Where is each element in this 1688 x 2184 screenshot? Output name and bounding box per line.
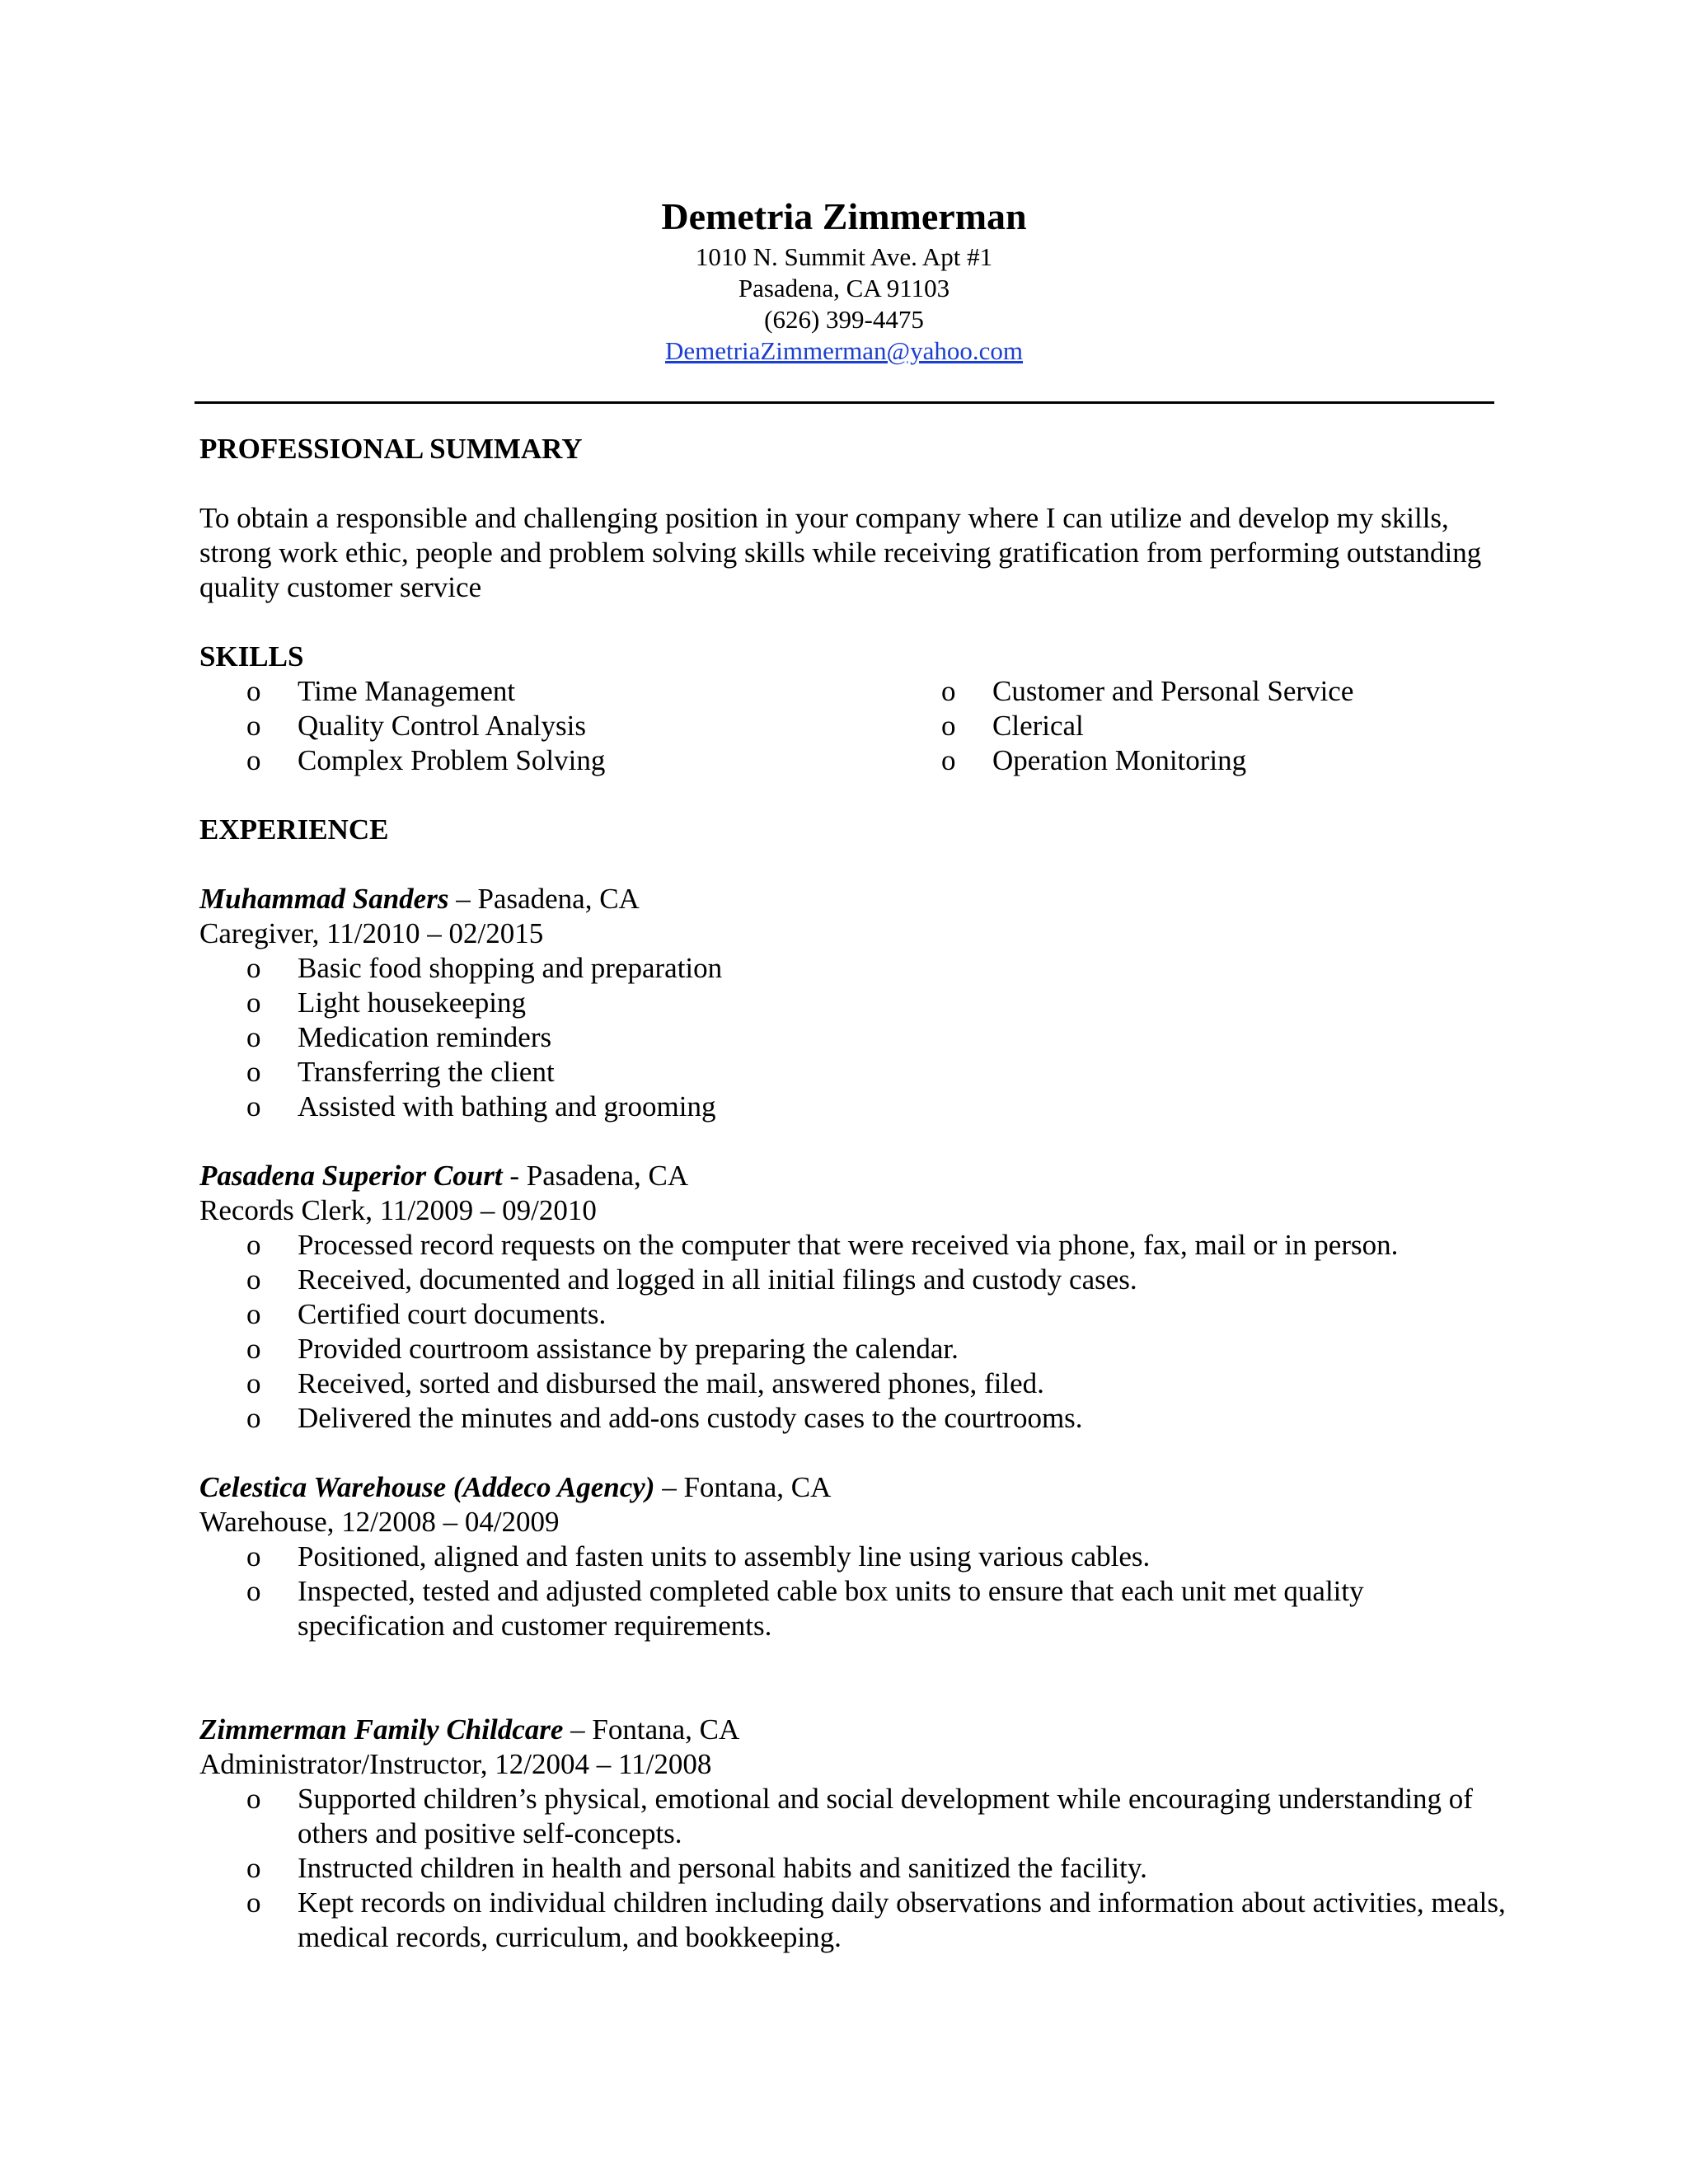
skills-title: SKILLS — [199, 640, 304, 673]
skills-right-column — [894, 674, 1471, 778]
employer-location: - Pasadena, CA — [502, 1160, 689, 1192]
job-role: Warehouse, 12/2008 – 04/2009 — [199, 1506, 560, 1538]
duty-item: o Certified court documents. — [199, 1297, 1518, 1332]
bullet-marker: o — [246, 1229, 261, 1261]
resume-body — [199, 432, 1518, 1955]
bullet-marker: o — [246, 1021, 261, 1053]
bullet-marker: o — [941, 675, 956, 707]
bullet-marker: o — [246, 1367, 261, 1399]
bullet-marker: o — [246, 675, 261, 707]
employer-name: Muhammad Sanders — [199, 883, 449, 915]
bullet-marker: o — [246, 987, 261, 1019]
duty-item: o Processed record requests on the computer that were received via phone, fax, mail or in person. — [199, 1228, 1518, 1263]
bullet-marker: o — [246, 1333, 261, 1365]
bullet-marker: o — [246, 1298, 261, 1330]
skills-left-column — [199, 674, 894, 778]
employer-name: Zimmerman Family Childcare — [199, 1713, 564, 1746]
bullet-marker: o — [246, 1540, 261, 1572]
experience-title: EXPERIENCE — [199, 813, 389, 846]
duty-item: o Assisted with bathing and grooming — [199, 1090, 1518, 1124]
job-entry — [199, 1159, 1518, 1436]
email-link[interactable]: DemetriaZimmerman@yahoo.com — [665, 336, 1023, 365]
employer-location: – Fontana, CA — [563, 1713, 740, 1746]
job-role: Administrator/Instructor, 12/2004 – 11/2008 — [199, 1748, 712, 1780]
duty-item: o Transferring the client — [199, 1055, 1518, 1090]
summary-text: To obtain a responsible and challenging position in your company where I can utilize and develop my skills, strong work ethic, people and problem solving skills while receiving gratification from performing outstanding quality customer service — [199, 502, 1482, 603]
bullet-marker: o — [246, 710, 261, 742]
employer-line — [199, 1159, 1518, 1193]
duty-item: o Medication reminders — [199, 1020, 1518, 1055]
bullet-marker: o — [246, 1783, 261, 1815]
duty-item: o Basic food shopping and preparation — [199, 951, 1518, 986]
header-divider — [195, 401, 1494, 404]
skill-item: o Customer and Personal Service — [894, 674, 1471, 709]
job-duties — [199, 1782, 1518, 1955]
bullet-marker: o — [246, 1852, 261, 1884]
phone-number: (626) 399-4475 — [764, 305, 924, 334]
bullet-marker: o — [246, 1886, 261, 1919]
candidate-name: Demetria Zimmerman — [661, 195, 1027, 237]
employer-location: – Pasadena, CA — [448, 883, 640, 915]
job-entry — [199, 1713, 1518, 1955]
employer-name: Pasadena Superior Court — [199, 1160, 503, 1192]
duty-item: o Received, documented and logged in all initial filings and custody cases. — [199, 1263, 1518, 1297]
duty-item: o Positioned, aligned and fasten units to assembly line using various cables. — [199, 1540, 1518, 1574]
job-duties — [199, 951, 1518, 1124]
employer-line — [199, 1713, 1518, 1747]
resume-header — [0, 192, 1688, 367]
bullet-marker: o — [246, 1056, 261, 1088]
employer-line — [199, 1470, 1518, 1505]
duty-item: o Supported children’s physical, emotional and social development while encouraging understanding of others and positive self-concepts. — [199, 1782, 1518, 1851]
bullet-marker: o — [941, 710, 956, 742]
duty-item: o Kept records on individual children including daily observations and information about activities, meals, medical records, curriculum, and bookkeeping. — [199, 1886, 1518, 1955]
duty-item: o Received, sorted and disbursed the mail, answered phones, filed. — [199, 1366, 1518, 1401]
job-entry — [199, 1470, 1518, 1643]
bullet-marker: o — [941, 744, 956, 776]
employer-location: – Fontana, CA — [654, 1471, 832, 1503]
duty-item: o Instructed children in health and personal habits and sanitized the facility. — [199, 1851, 1518, 1886]
address-line-1: 1010 N. Summit Ave. Apt #1 — [695, 242, 993, 271]
job-entry — [199, 882, 1518, 1124]
skill-item: o Clerical — [894, 709, 1471, 743]
bullet-marker: o — [246, 952, 261, 984]
bullet-marker: o — [246, 744, 261, 776]
bullet-marker: o — [246, 1575, 261, 1607]
skill-item: o Time Management — [199, 674, 894, 709]
skill-item: o Complex Problem Solving — [199, 743, 894, 778]
bullet-marker: o — [246, 1263, 261, 1296]
job-role: Records Clerk, 11/2009 – 09/2010 — [199, 1194, 597, 1226]
bullet-marker: o — [246, 1090, 261, 1122]
job-duties — [199, 1540, 1518, 1643]
skill-item: o Quality Control Analysis — [199, 709, 894, 743]
duty-item: o Light housekeeping — [199, 986, 1518, 1020]
address-line-2: Pasadena, CA 91103 — [738, 274, 950, 302]
skills-grid — [199, 674, 1518, 778]
skill-item: o Operation Monitoring — [894, 743, 1471, 778]
duty-item: o Inspected, tested and adjusted completed cable box units to ensure that each unit met quality specification and customer requirements. — [199, 1574, 1518, 1643]
bullet-marker: o — [246, 1402, 261, 1434]
duty-item: o Delivered the minutes and add-ons custody cases to the courtrooms. — [199, 1401, 1518, 1436]
job-duties — [199, 1228, 1518, 1436]
duty-item: o Provided courtroom assistance by preparing the calendar. — [199, 1332, 1518, 1366]
employer-name: Celestica Warehouse (Addeco Agency) — [199, 1471, 655, 1503]
employer-line — [199, 882, 1518, 916]
job-role: Caregiver, 11/2010 – 02/2015 — [199, 917, 544, 949]
summary-title: PROFESSIONAL SUMMARY — [199, 433, 583, 465]
